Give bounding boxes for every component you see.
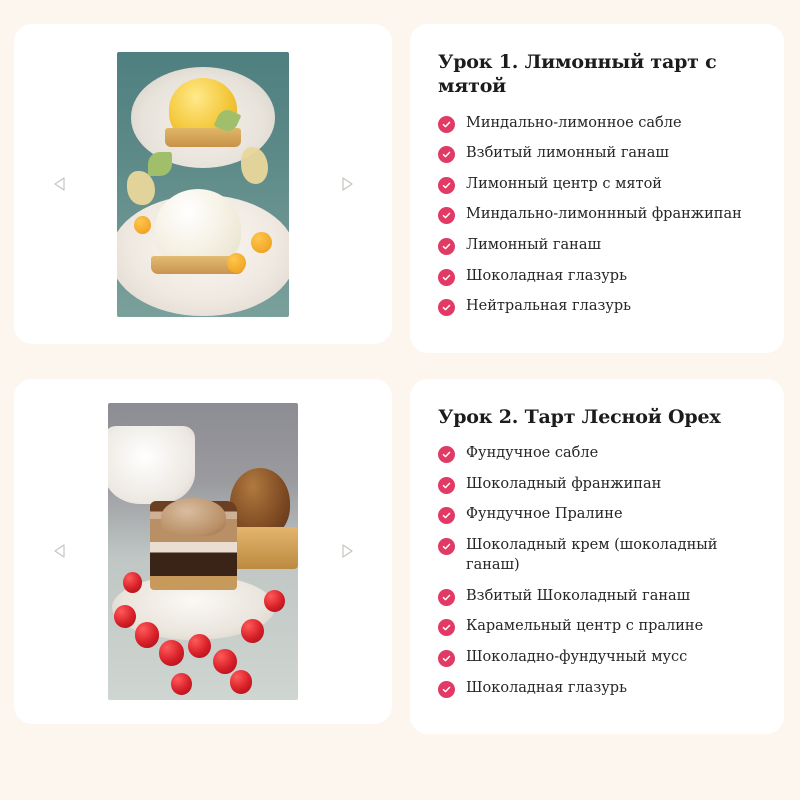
- list-item-label: Фундучное Пралине: [466, 506, 623, 523]
- check-icon: [438, 177, 455, 194]
- check-icon: [438, 446, 455, 463]
- lesson-2-title: Урок 2. Тарт Лесной Орех: [438, 405, 721, 428]
- photo-cranberry-6: [241, 619, 264, 643]
- list-item-label: Шоколадный франжипан: [466, 475, 662, 492]
- list-item-label: Шоколадная глазурь: [466, 679, 627, 696]
- photo-cranberry-10: [171, 673, 192, 695]
- list-item: [438, 266, 758, 287]
- check-icon: [438, 681, 455, 698]
- list-item-label: Взбитый лимонный ганаш: [466, 145, 669, 162]
- list-item-label: Миндально-лимоннный франжипан: [466, 206, 742, 223]
- list-item-label: Карамельный центр с пралине: [466, 618, 704, 635]
- check-icon: [438, 650, 455, 667]
- list-item: [438, 504, 758, 525]
- check-icon: [438, 238, 455, 255]
- gallery-next-button-2[interactable]: [336, 541, 356, 561]
- list-item: [438, 296, 758, 317]
- gallery-next-button-1[interactable]: [336, 174, 356, 194]
- lesson-1-content: [410, 24, 784, 353]
- lesson-1-image[interactable]: [117, 52, 289, 317]
- check-icon: [438, 619, 455, 636]
- list-item: [438, 647, 758, 668]
- photo-cranberry-8: [123, 572, 142, 593]
- list-item: [438, 143, 758, 164]
- chevron-right-icon: [340, 177, 353, 191]
- lesson-1-gallery: [14, 24, 392, 344]
- photo-cranberry-2: [135, 622, 160, 647]
- check-icon: [438, 146, 455, 163]
- list-item-label: Фундучное сабле: [466, 444, 599, 461]
- check-icon: [438, 207, 455, 224]
- list-item: [438, 474, 758, 495]
- check-icon: [438, 477, 455, 494]
- photo-leaf-1: [148, 152, 172, 176]
- photo-coffee-cup: [108, 426, 195, 503]
- list-item-label: Взбитый Шоколадный ганаш: [466, 587, 691, 604]
- gallery-prev-button-1[interactable]: [50, 174, 70, 194]
- check-icon: [438, 116, 455, 133]
- list-item-label: Нейтральная глазурь: [466, 298, 632, 315]
- list-item: [438, 235, 758, 256]
- list-item-label: Лимонный центр с мятой: [466, 175, 662, 192]
- photo-physalis-berry-2: [227, 253, 246, 273]
- list-item: [438, 535, 758, 576]
- lesson-2-gallery: [14, 379, 392, 724]
- check-icon: [438, 299, 455, 316]
- photo-cranberry-3: [159, 640, 184, 665]
- list-item: [438, 586, 758, 607]
- photo-cranberry-7: [264, 590, 285, 612]
- photo-cream-swirl: [161, 498, 226, 537]
- list-item-label: Шоколадно-фундучный мусс: [466, 649, 688, 666]
- list-item: [438, 616, 758, 637]
- photo-physalis-berry-1: [251, 232, 272, 253]
- check-icon: [438, 507, 455, 524]
- list-item: [438, 443, 758, 464]
- check-icon: [438, 538, 455, 555]
- photo-cranberry-9: [230, 670, 253, 694]
- gallery-prev-button-2[interactable]: [50, 541, 70, 561]
- check-icon: [438, 589, 455, 606]
- list-item-label: Шоколадный крем (шоколадный ганаш): [466, 536, 718, 574]
- chevron-left-icon: [54, 544, 67, 558]
- list-item: [438, 174, 758, 195]
- list-item-label: Лимонный ганаш: [466, 236, 601, 253]
- lesson-2-ingredient-list: [438, 443, 758, 698]
- list-item: [438, 113, 758, 134]
- photo-cranberry-4: [188, 634, 211, 658]
- lesson-block-1: [0, 0, 800, 353]
- list-item: [438, 678, 758, 699]
- list-item-label: Миндально-лимонное сабле: [466, 114, 682, 131]
- lesson-1-ingredient-list: [438, 113, 758, 317]
- lesson-2-content: [410, 379, 784, 735]
- list-item-label: Шоколадная глазурь: [466, 267, 627, 284]
- lesson-1-title: Урок 1. Лимонный тарт с мятой: [438, 51, 717, 98]
- lesson-2-image[interactable]: [108, 403, 298, 700]
- check-icon: [438, 269, 455, 286]
- chevron-left-icon: [54, 177, 67, 191]
- list-item: [438, 204, 758, 225]
- lesson-block-2: [0, 353, 800, 735]
- chevron-right-icon: [340, 544, 353, 558]
